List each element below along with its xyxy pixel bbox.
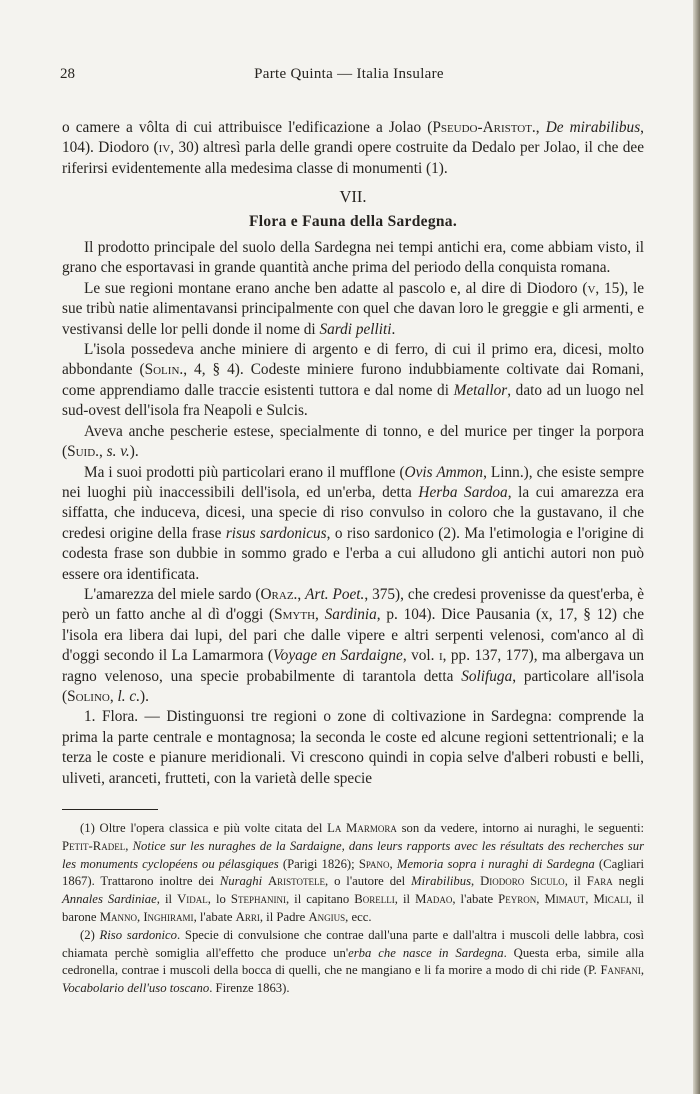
paragraph-honey: L'amarezza del miele sardo (Oraz., Art. Poet., 375), che credesi provenisse da quest'erba, è però un fatto anche al dì d'oggi (Smyth, Sardinia, p. 104). Dice Pausania (x, 17, § 12) che l'isola era libera dai lupi, del pari che dalle vipere e altri serpenti velenosi, com'anco al dì d'oggi secondo il La Lamarmora (Voyage en Sardaigne, vol. i, pp. 137, 177), ma albergava un ragno velenoso, una specie probabilmente di tarantola detta Solifuga, particolare all'isola (Solino, l. c.). [62, 585, 645, 705]
page-number: 28 [60, 66, 75, 82]
paragraph-mufflone: Ma i suoi prodotti più particolari erano il mufflone (Ovis Ammon, Linn.), che esiste sempre nei luoghi più inaccessibili dell'isola, ed un'erba, detta Herba Sardoa, la cui amarezza era siffatta, che induceva, dicesi, una specie di riso convulso in coloro che la gustavano, il che credesi origine della frase risus sardonicus, o riso sardonico (2). Ma l'etimologia e l'origine di codesta frase son dubbie in sommo grado e l'erba a cui alludono gli antichi autori non può essere ora identificata. [62, 463, 645, 583]
chapter-title: Flora e Fauna della Sardegna. [248, 212, 458, 230]
paragraph-fisheries: Aveva anche pescherie estese, specialmente di tonno, e del murice per tinger la porpora (Suid., s. v.). [62, 422, 644, 461]
paragraph-grain: Il prodotto principale del suolo della Sardegna nei tempi antichi era, come abbiam visto, il grano che esportavasi in grande quantità anche prima del periodo della conquista romana. [62, 239, 644, 277]
footnotes [62, 820, 644, 998]
paragraph-continuation: o camere a vôlta di cui attribuisce l'edificazione a Jolao (Pseudo-Aristot., De mirabilibus, 104). Diodoro (iv, 30) altresì parla delle grandi opere costruite da Dedalo per Jolao, il che dee riferirsi evidentemente alla medesima classe di monumenti (1). [62, 119, 644, 177]
paragraph-flora: 1. Flora. — Distinguonsi tre regioni o zone di coltivazione in Sardegna: comprende la prima la parte centrale e montagnosa; la seconda le coste ed alcune regioni settentrionali; e la terza le coste e pianure meridionali. Vi crescono quindi in copia selve d'alberi robusti e belli, uliveti, aranceti, frutteti, con la varietà delle specie [62, 708, 644, 787]
main-text [62, 118, 644, 998]
chapter-number: VII. [339, 187, 367, 207]
footnote-2: (2) Riso sardonico. Specie di convulsione che contrae dall'una parte e dall'altra i muscoli delle labbra, così chiamata perchè somiglia all'effetto che produce un'erba che nasce in Sardegna. Questa erba, simile alla cedronella, contrae i muscoli della bocca di quelli, che ne mangiano e li fa morire a modo di chi ride (P. Fanfani, Vocabolario dell'uso toscano. Firenze 1863). [62, 927, 644, 996]
paragraph-pasture: Le sue regioni montane erano anche ben adatte al pascolo e, al dire di Diodoro (v, 15), le sue tribù natie alimentavansi principalmente con quel che davan loro le greggie e gli armenti, e vestivansi delle lor pelli donde il nome di Sardi pelliti. [62, 279, 645, 338]
footnote-1: (1) Oltre l'opera classica e più volte citata del La Marmora son da vedere, intorno ai nuraghi, le seguenti: Petit-Radel, Notice sur les nuraghes de la Sardaigne, dans leurs rapports avec les résultats des recherches sur les monuments cyclopéens ou pélasgiques (Parigi 1826); Spano, Memoria sopra i nuraghi di Sardegna (Cagliari 1867). Trattarono inoltre dei Nuraghi Aristotele, o l'autore del Mirabilibus, Diodoro Siculo, il Fara negli Annales Sardiniae, il Vidal, lo Stephanini, il capitano Borelli, il Madao, l'abate Peyron, Mimaut, Micali, il barone Manno, Inghirami, l'abate Arri, il Padre Angius, ecc. [62, 821, 645, 924]
page-edge-shadow [693, 0, 700, 1094]
running-title: Parte Quinta — Italia Insulare [254, 66, 444, 82]
paragraph-mines: L'isola possedeva anche miniere di argento e di ferro, di cui il primo era, dicesi, molto abbondante (Solin., 4, § 4). Codeste miniere furono indubbiamente coltivate dai Romani, come apprendiamo dalle traccie esistenti tuttora e dal nome di Metallor, dato ad un luogo nel sud-ovest dell'isola fra Neapoli e Sulcis. [62, 341, 644, 420]
footnote-rule [62, 809, 158, 810]
page-header [60, 66, 638, 88]
